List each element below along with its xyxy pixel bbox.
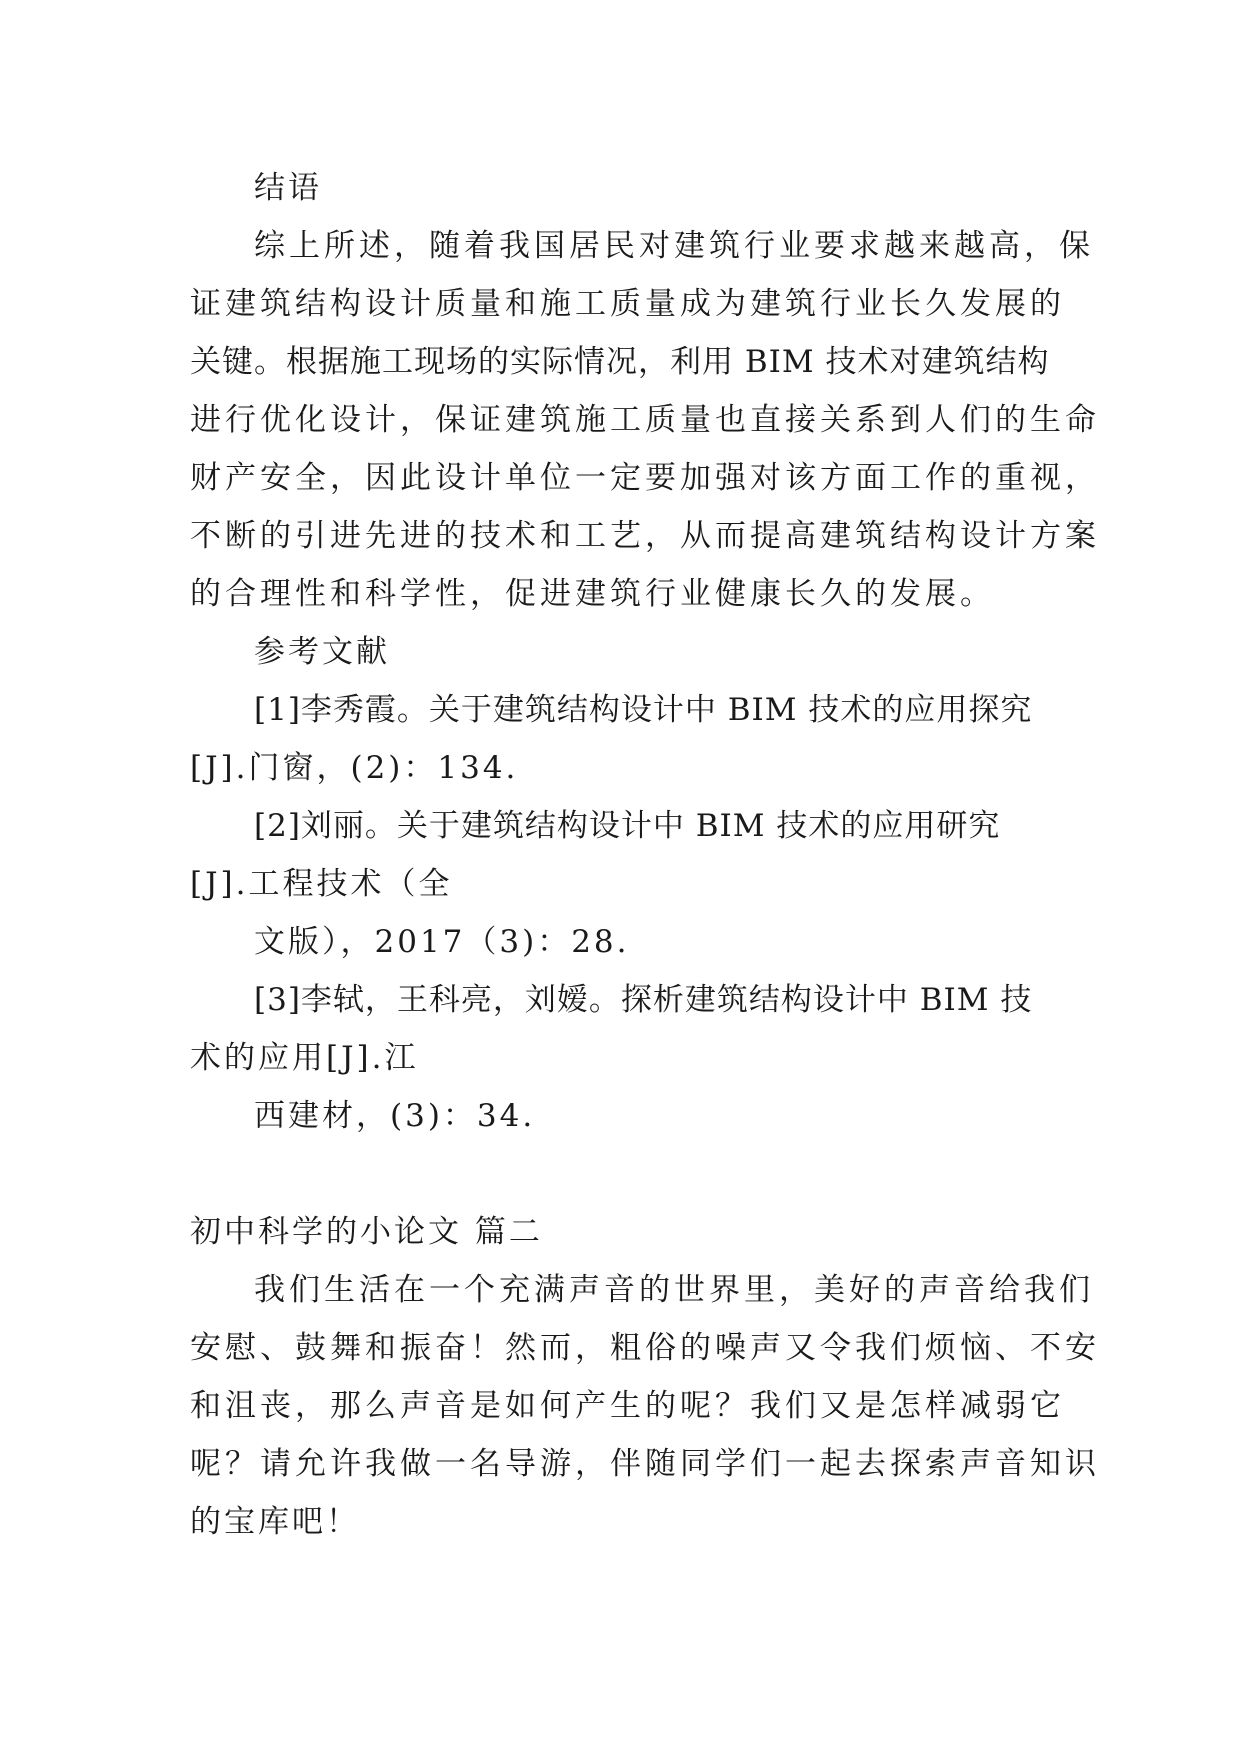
reference-line: [J].门窗，(2)：134. — [190, 750, 519, 786]
paragraph-line: 进行优化设计，保证建筑施工质量也直接关系到人们的生命 — [190, 402, 1100, 438]
paragraph-line: 和沮丧，那么声音是如何产生的呢？我们又是怎样减弱它 — [190, 1388, 1065, 1424]
paragraph-line: 证建筑结构设计质量和施工质量成为建筑行业长久发展的 — [190, 286, 1065, 322]
reference-line: 文版），2017（3)：28. — [254, 924, 630, 960]
reference-line: [3]李轼，王科亮，刘嫒。探析建筑结构设计中 BIM 技 — [254, 982, 1033, 1018]
references-heading: 参考文献 — [254, 634, 390, 670]
reference-line: [2]刘丽。关于建筑结构设计中 BIM 技术的应用研究 — [254, 808, 1001, 844]
reference-line: 西建材，(3)：34. — [254, 1098, 536, 1134]
paragraph-line: 财产安全，因此设计单位一定要加强对该方面工作的重视， — [190, 460, 1100, 496]
reference-line: [1]李秀霞。关于建筑结构设计中 BIM 技术的应用探究 — [254, 692, 1033, 728]
section-title: 初中科学的小论文 篇二 — [190, 1214, 543, 1250]
paragraph-line: 综上所述，随着我国居民对建筑行业要求越来越高，保 — [254, 228, 1094, 264]
paragraph-line: 不断的引进先进的技术和工艺，从而提高建筑结构设计方案 — [190, 518, 1100, 554]
paragraph-line: 的合理性和科学性，促进建筑行业健康长久的发展。 — [190, 576, 995, 612]
reference-line: 术的应用[J].江 — [190, 1040, 419, 1076]
conclusion-heading: 结语 — [254, 170, 322, 206]
paragraph-line: 的宝库吧！ — [190, 1504, 360, 1540]
paragraph-line: 我们生活在一个充满声音的世界里，美好的声音给我们 — [254, 1272, 1094, 1308]
reference-line: [J].工程技术（全 — [190, 866, 453, 902]
paragraph-line: 安慰、鼓舞和振奋！然而，粗俗的噪声又令我们烦恼、不安 — [190, 1330, 1100, 1366]
paragraph-line: 关键。根据施工现场的实际情况，利用 BIM 技术对建筑结构 — [190, 344, 1050, 380]
paragraph-line: 呢？请允许我做一名导游，伴随同学们一起去探索声音知识 — [190, 1446, 1100, 1482]
